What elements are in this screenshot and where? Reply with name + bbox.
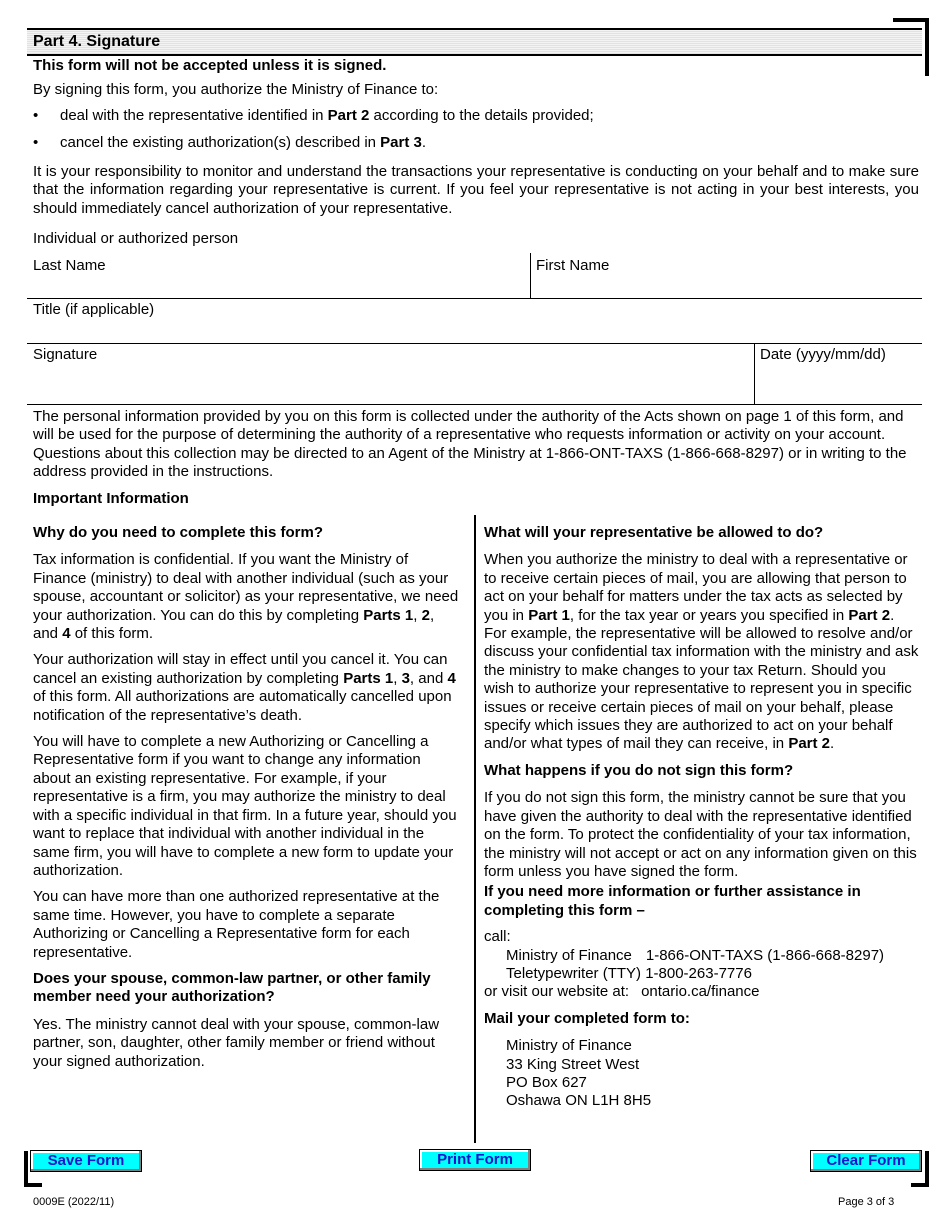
address-line-3: PO Box 627	[506, 1073, 587, 1091]
question-why-complete: Why do you need to complete this form?	[33, 524, 324, 541]
website-line: or visit our website at: ontario.ca/finance	[484, 983, 760, 1001]
signature-field[interactable]	[33, 366, 749, 400]
name-divider	[530, 253, 531, 298]
address-line-2: 33 King Street West	[506, 1055, 640, 1073]
family-paragraph: Yes. The ministry cannot deal with your spouse, common-law partner, son, daughter, other family member or friend without your signed authorization.	[33, 1015, 440, 1070]
not-sign-paragraph: If you do not sign this form, the ministry cannot be sure that you have given the authority to deal with the representative identified on the form. To protect the confidentiality of your tax information, the ministry will not accept or act on any information given on this form unless you have signed the form.	[484, 789, 917, 880]
signature-divider	[754, 343, 755, 404]
contact-ministry: Ministry of Finance 1-866-ONT-TAXS (1-866-668-8297)	[506, 946, 885, 964]
left-column	[33, 524, 461, 1079]
authorization-intro: By signing this form, you authorize the Ministry of Finance to:	[33, 81, 439, 98]
form-code: 0009E (2022/11)	[33, 1196, 115, 1208]
last-name-label: Last Name	[33, 257, 106, 274]
question-not-sign: What happens if you do not sign this form?	[484, 761, 794, 779]
why-paragraph-1: Tax information is confidential. If you want the Ministry of Finance (ministry) to deal with another individual (such as your spouse, accountant or solicitor) as your representative, we need your authorization. You can do this by completing Parts 1, 2, and 4 of this form.	[33, 551, 459, 643]
title-row-line	[27, 343, 922, 344]
date-label: Date (yyyy/mm/dd)	[760, 346, 886, 363]
privacy-notice: The personal information provided by you on this form is collected under the authority of the Acts shown on page 1 of this form, and will be used for the purpose of determining the authority of a representative who requests information or activity on your account. Questions about this collection may be directed to an Agent of the Ministry at 1-866-ONT-TAXS (1-866-668-8297) or in writing to the address provided in the instructions.	[33, 408, 907, 481]
right-column	[484, 524, 920, 1111]
date-field[interactable]	[758, 366, 920, 400]
mailing-address	[484, 1037, 920, 1111]
address-line-1: Ministry of Finance	[506, 1037, 632, 1055]
bullet-2: •	[33, 134, 39, 151]
bullet-2-text: cancel the existing authorization(s) described in Part 3.	[60, 134, 427, 151]
column-divider	[474, 515, 476, 1143]
part4-header-bar	[27, 28, 922, 56]
print-form-button[interactable]: Print Form	[419, 1149, 531, 1171]
name-row-line	[27, 298, 922, 299]
last-name-field[interactable]	[33, 276, 527, 296]
contact-tty: Teletypewriter (TTY) 1-800-263-7776	[506, 964, 752, 982]
website-link[interactable]: ontario.ca/finance	[641, 983, 760, 1001]
allowed-paragraph: When you authorize the ministry to deal with a representative or to receive certain pieces of mail, you are allowing that person to act on your behalf for matters under the tax acts as selected by you in Part 1, for the tax year or years you specified in Part 2. For example, the representative will be allowed to resolve and/or discuss your confidential tax information with the ministry and ask the ministry to make changes to your tax Return. Should you wish to authorize your representative to represent you in specific issues or receive certain pieces of mail on your behalf, please specify which issues they are authorized to act on your behalf and/or what types of mail they can receive, in Part 2.	[484, 551, 919, 753]
title-field[interactable]	[33, 320, 919, 340]
title-label: Title (if applicable)	[33, 301, 155, 318]
clear-form-button[interactable]: Clear Form	[810, 1150, 922, 1172]
important-info-heading: Important Information	[33, 490, 189, 507]
more-info-heading: If you need more information or further assistance in completing this form –	[484, 883, 861, 919]
responsibility-paragraph: It is your responsibility to monitor and understand the transactions your representative is conducting on your behalf and to make sure that the information regarding your representative is current. If you feel your representative is not acting in your best interests, you should immediately cancel authorization of your representative.	[33, 163, 919, 217]
why-paragraph-4: You can have more than one authorized representative at the same time. However, you have to complete a separate Authorizing or Cancelling a Representative form for each representative.	[33, 888, 440, 961]
corner-mark-bottom-right	[911, 1151, 929, 1187]
address-line-4: Oshawa ON L1H 8H5	[506, 1092, 652, 1110]
page-number: Page 3 of 3	[838, 1196, 895, 1208]
why-paragraph-3: You will have to complete a new Authorizing or Cancelling a Representative form if you want to change any information about an existing representative. For example, if your representative is a firm, you may authorize the ministry to deal with a specific individual in that firm. In a future year, should you want to replace that individual with another individual in the same firm, you will have to complete a new form to update your authorization.	[33, 733, 457, 879]
signature-row-line	[27, 404, 922, 405]
first-name-field[interactable]	[534, 276, 920, 296]
signature-warning: This form will not be accepted unless it is signed.	[33, 57, 387, 74]
question-family-member: Does your spouse, common-law partner, or other family member need your authorization?	[33, 969, 431, 1006]
question-allowed-to-do: What will your representative be allowed to do?	[484, 524, 824, 541]
part4-title: Part 4. Signature	[33, 33, 161, 50]
bullet-1-text: deal with the representative identified in Part 2 according to the details provided;	[60, 107, 594, 124]
call-label: call:	[484, 928, 511, 946]
individual-heading: Individual or authorized person	[33, 230, 239, 247]
save-form-button[interactable]: Save Form	[30, 1150, 142, 1172]
signature-label: Signature	[33, 346, 98, 363]
first-name-label: First Name	[536, 257, 610, 274]
mail-heading: Mail your completed form to:	[484, 1009, 690, 1027]
bullet-1: •	[33, 107, 39, 124]
why-paragraph-2: Your authorization will stay in effect until you cancel it. You can cancel an existing authorization by completing Parts 1, 3, and 4 of this form. All authorizations are automatically cancelled upon notification of the representative’s death.	[33, 651, 456, 724]
